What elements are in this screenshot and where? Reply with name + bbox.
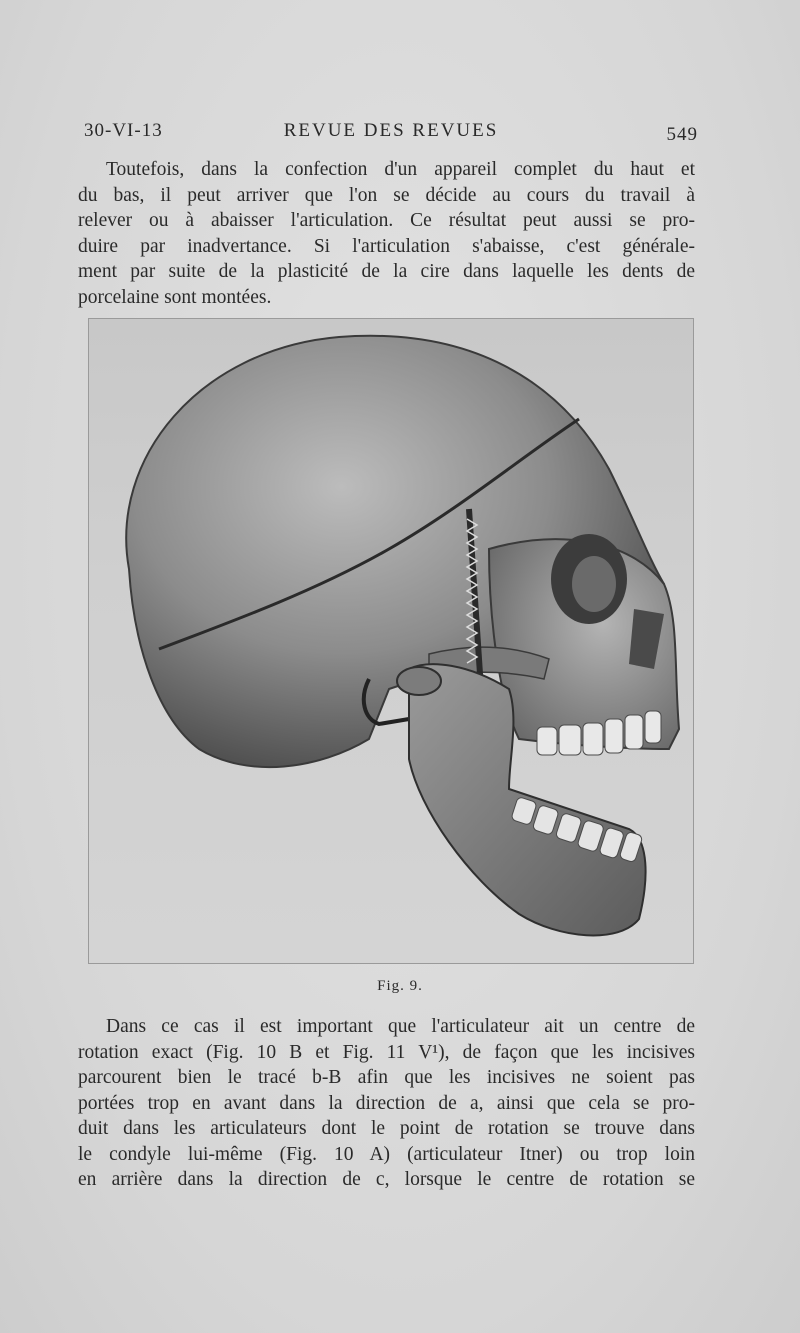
text-line: porcelaine sont montées. bbox=[78, 286, 272, 308]
condyle bbox=[397, 667, 441, 695]
paragraph-bottom bbox=[78, 1014, 695, 1193]
text-line: le condyle lui-même (Fig. 10 A) (articulateur Itner) ou trop loin bbox=[78, 1143, 695, 1165]
header-date: 30-VI-13 bbox=[84, 120, 163, 141]
figure-skull-photo bbox=[88, 318, 694, 964]
text-line: duit dans les articulateurs dont le point de rotation se trouve dans bbox=[78, 1118, 695, 1139]
text-line: du bas, il peut arriver que l'on se décide au cours du travail à bbox=[78, 184, 695, 206]
text-line: relever ou à abaisser l'articulation. Ce résultat peut aussi se pro- bbox=[78, 210, 695, 231]
text-line: Toutefois, dans la confection d'un appareil complet du haut et bbox=[106, 159, 695, 180]
text-line: ment par suite de la plasticité de la cire dans laquelle les dents de bbox=[78, 261, 695, 282]
text-line: Dans ce cas il est important que l'articulateur ait un centre de bbox=[106, 1016, 695, 1037]
paragraph-top bbox=[78, 157, 695, 310]
text-line: en arrière dans la direction de c, lorsque le centre de rotation se bbox=[78, 1169, 695, 1190]
text-line: rotation exact (Fig. 10 B et Fig. 11 V¹), de façon que les incisives bbox=[78, 1041, 695, 1063]
text-line: portées trop en avant dans la direction de a, ainsi que cela se pro- bbox=[78, 1092, 695, 1114]
running-header bbox=[84, 120, 698, 148]
skull-illustration bbox=[89, 319, 693, 963]
text-line: parcourent bien le tracé b-B afin que les incisives ne soient pas bbox=[78, 1067, 695, 1088]
figure-caption: Fig. 9. bbox=[377, 978, 423, 994]
page-number: 549 bbox=[666, 124, 698, 145]
header-title: REVUE DES REVUES bbox=[283, 120, 499, 141]
text-line: duire par inadvertance. Si l'articulation s'abaisse, c'est générale- bbox=[78, 235, 695, 257]
